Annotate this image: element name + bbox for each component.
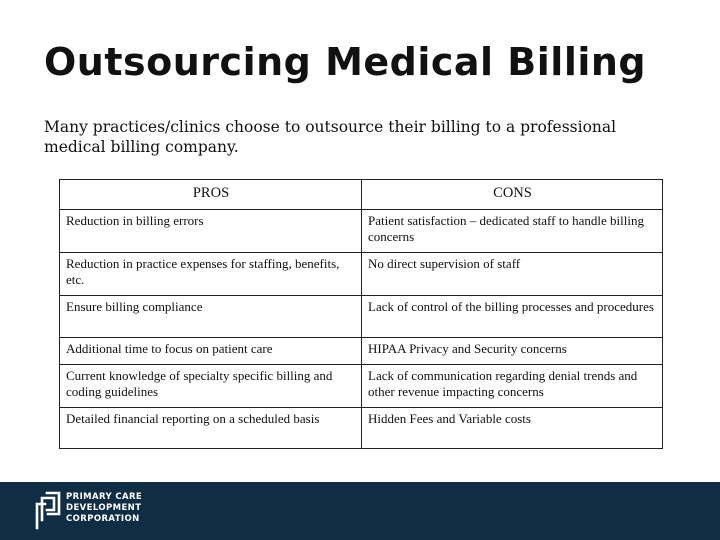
- table-row: [60, 365, 663, 408]
- table-row: [60, 253, 663, 296]
- pro-cell: Reduction in practice expenses for staffing, benefits, etc.: [60, 253, 362, 296]
- con-cell: Lack of communication regarding denial trends and other revenue impacting concerns: [362, 365, 663, 408]
- con-cell: Hidden Fees and Variable costs: [362, 408, 663, 449]
- company-logo-text: [66, 492, 142, 525]
- pro-cell: Detailed financial reporting on a scheduled basis: [60, 408, 362, 449]
- table-row: [60, 408, 663, 449]
- pro-cell: Ensure billing compliance: [60, 296, 362, 338]
- table-row: [60, 296, 663, 338]
- logo-line: CORPORATION: [66, 514, 140, 524]
- footer-bar: [0, 482, 720, 540]
- cons-header: CONS: [362, 180, 663, 210]
- intro-text: Many practices/clinics choose to outsource their billing to a professional medical billing company.: [44, 118, 617, 156]
- pro-cell: Reduction in billing errors: [60, 210, 362, 253]
- con-cell: Lack of control of the billing processes and procedures: [362, 296, 663, 338]
- table-row: [60, 338, 663, 365]
- pro-cell: Current knowledge of specialty specific billing and coding guidelines: [60, 365, 362, 408]
- con-cell: HIPAA Privacy and Security concerns: [362, 338, 663, 365]
- logo-line: DEVELOPMENT: [66, 503, 142, 513]
- pro-cell: Additional time to focus on patient care: [60, 338, 362, 365]
- slide-title: Outsourcing Medical Billing: [44, 40, 647, 84]
- logo-line: PRIMARY CARE: [66, 492, 143, 502]
- pros-cons-table: [59, 179, 663, 449]
- con-cell: Patient satisfaction – dedicated staff to handle billing concerns: [362, 210, 663, 253]
- con-cell: No direct supervision of staff: [362, 253, 663, 296]
- table-row: [60, 210, 663, 253]
- pros-header: PROS: [60, 180, 362, 210]
- pcdc-logo-icon: [34, 490, 62, 530]
- table-header-row: [60, 180, 663, 210]
